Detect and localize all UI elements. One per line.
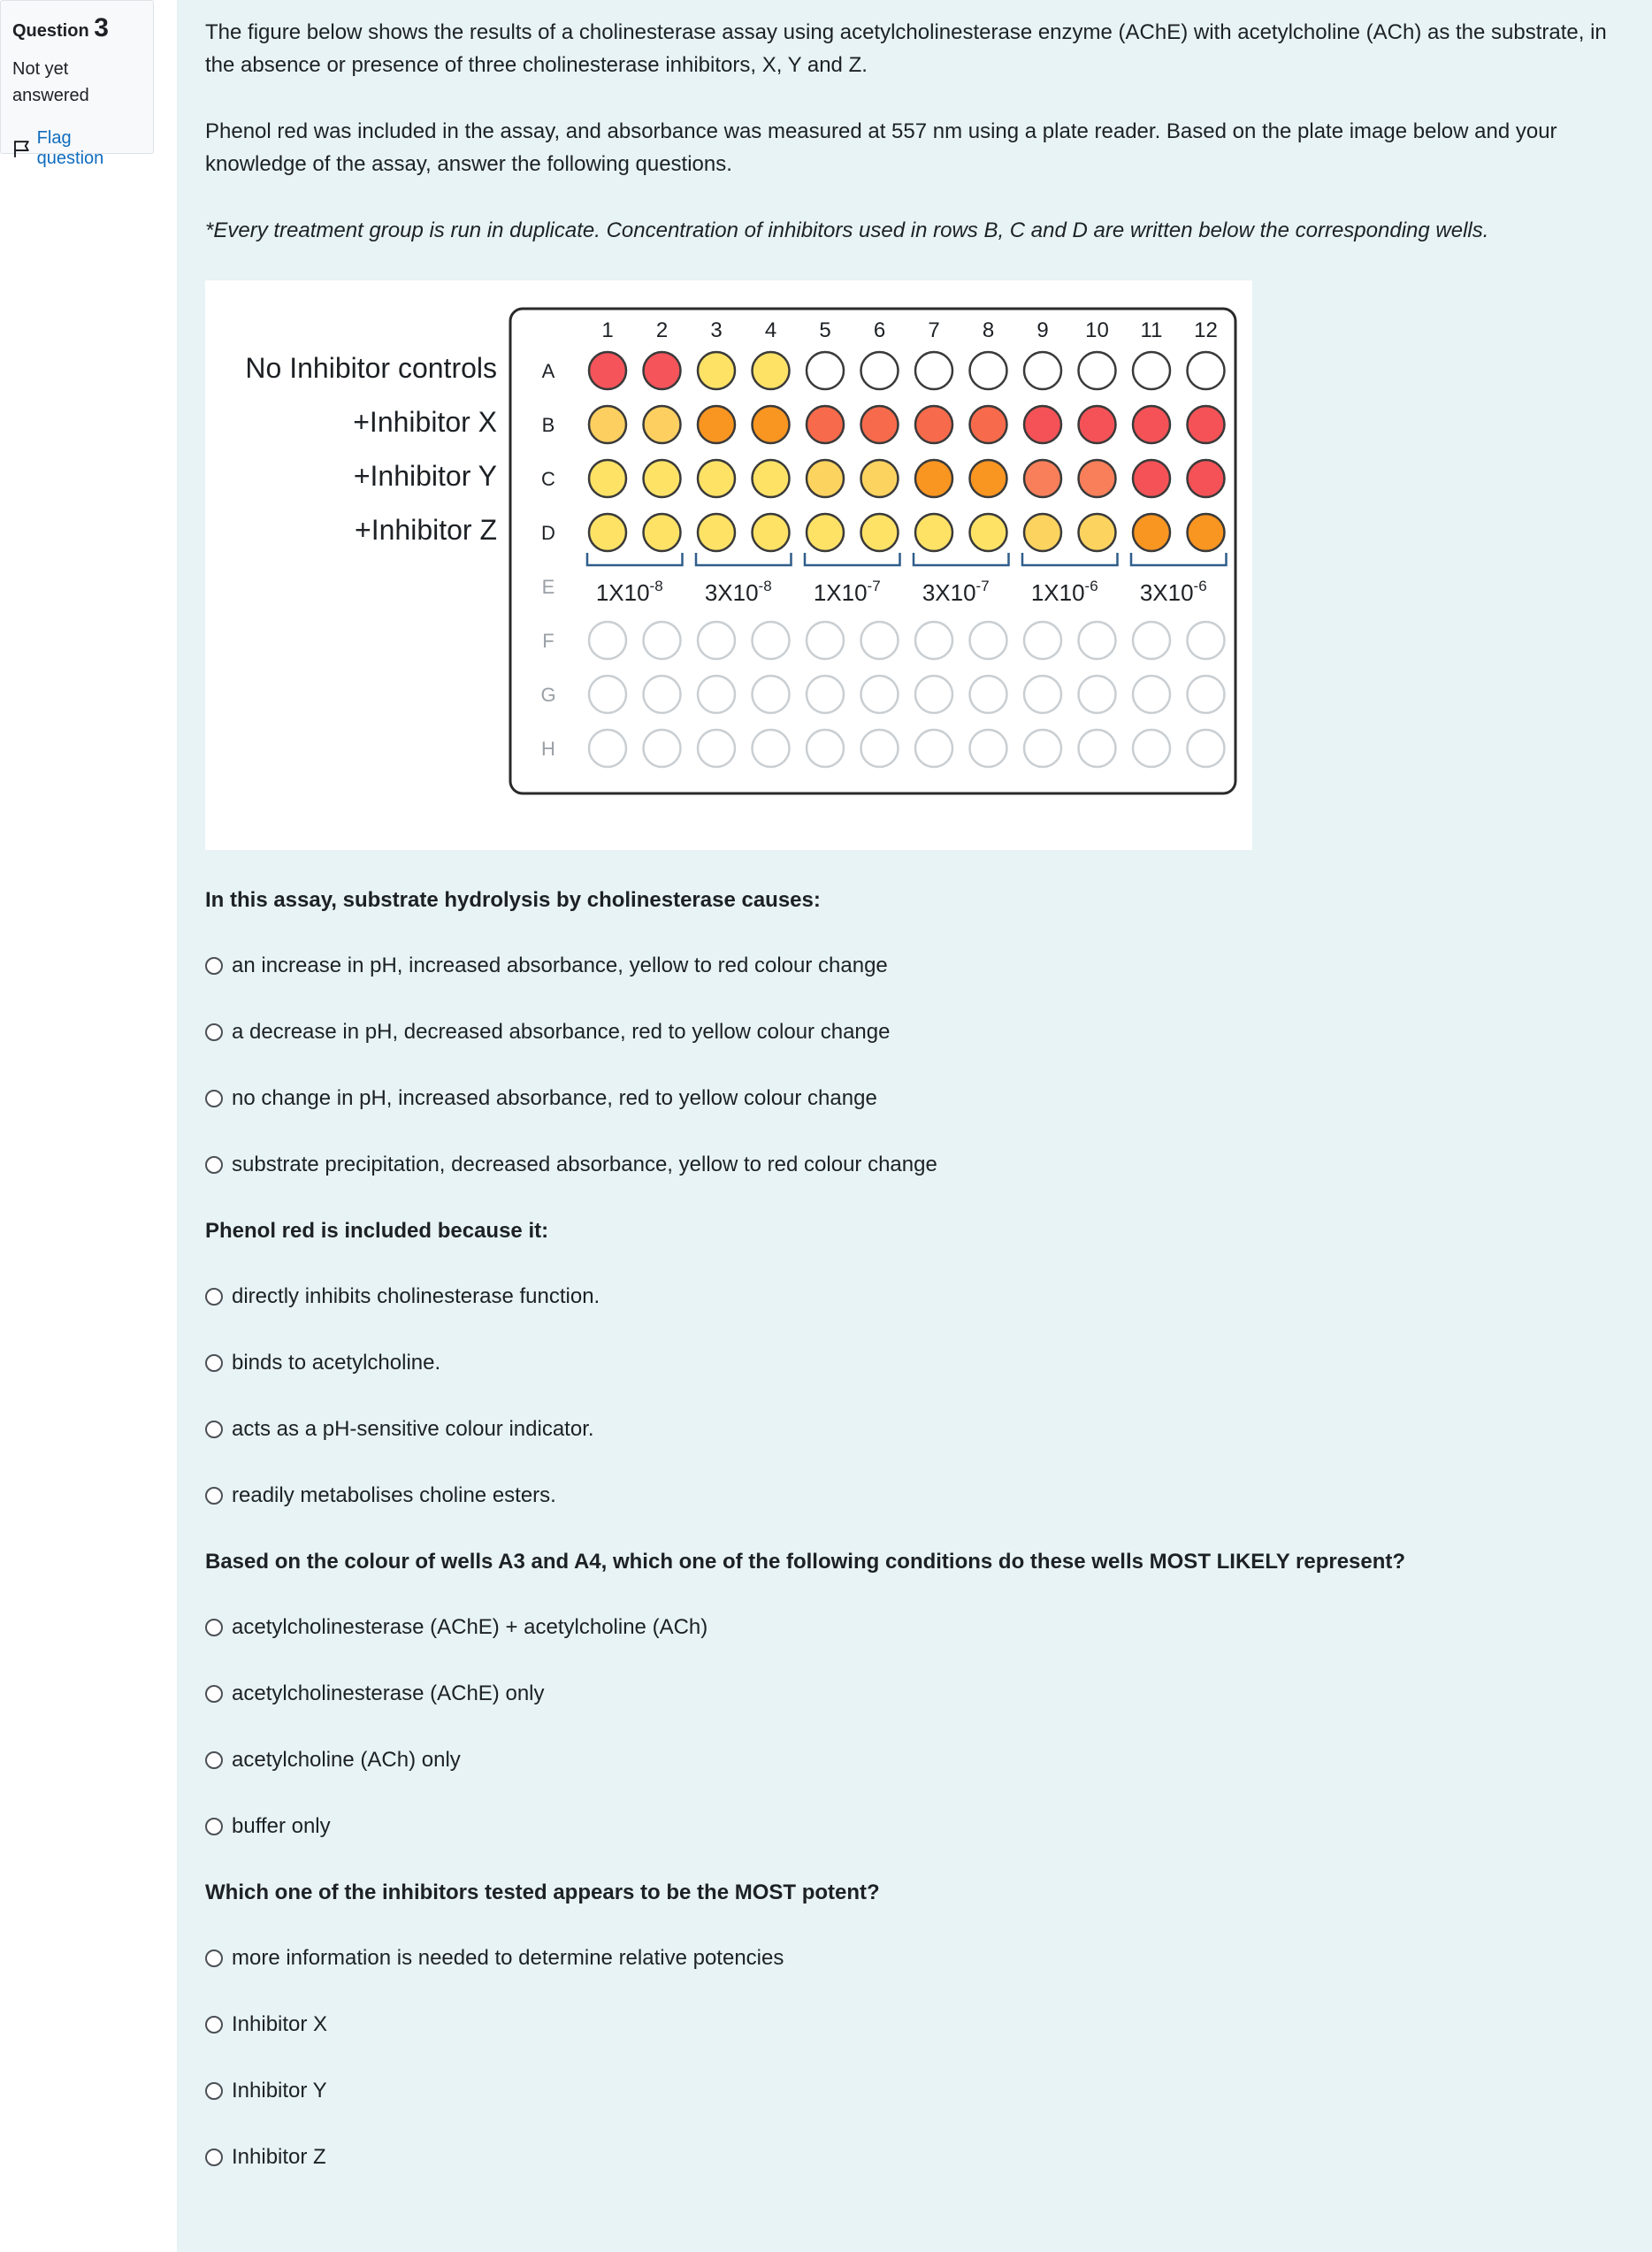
question-list <box>205 885 1624 2172</box>
well <box>1188 460 1225 497</box>
answer-option[interactable] <box>205 1414 1624 1444</box>
column-label: 2 <box>655 318 669 342</box>
answer-options <box>205 1612 1624 1842</box>
empty-well <box>1079 622 1116 659</box>
well <box>915 460 952 497</box>
concentration-base: 1X10 <box>595 579 650 606</box>
question-prompt: Which one of the inhibitors tested appears to be the MOST potent? <box>205 1880 880 1904</box>
radio-button[interactable] <box>205 2149 223 2166</box>
flag-question-label[interactable]: Flag question <box>36 128 104 168</box>
column-label: 9 <box>1036 318 1049 342</box>
well <box>915 406 952 443</box>
empty-well <box>807 676 844 713</box>
empty-well <box>1188 676 1225 713</box>
answer-option-label[interactable]: more information is needed to determine relative potencies <box>232 1946 784 1970</box>
row-name: No Inhibitor controls <box>245 352 497 384</box>
empty-well <box>970 622 1007 659</box>
well <box>861 352 899 389</box>
answer-option-label[interactable]: no change in pH, increased absorbance, red to yellow colour change <box>232 1086 877 1110</box>
answer-option-label[interactable]: Inhibitor X <box>232 2012 328 2036</box>
answer-option[interactable] <box>205 1679 1624 1709</box>
well <box>915 514 952 551</box>
empty-well <box>644 676 681 713</box>
answer-option[interactable] <box>205 951 1624 981</box>
answer-options <box>205 1282 1624 1511</box>
intro-paragraph-1: The figure below shows the results of a cholinesterase assay using acetylcholinesterase enzyme (AChE) with acetylcholine (ACh) as the substrate, in the absence or presence of three cholinesterase inhibitors, X, Y and Z. <box>205 20 1607 77</box>
question-state <box>12 56 141 109</box>
answer-option[interactable] <box>205 2076 1624 2106</box>
well <box>1133 352 1170 389</box>
empty-well <box>753 622 790 659</box>
concentration-exponent: -8 <box>649 578 663 594</box>
well <box>861 406 899 443</box>
answer-option-label[interactable]: binds to acetylcholine. <box>232 1351 441 1375</box>
empty-well <box>698 676 735 713</box>
empty-well <box>698 730 735 767</box>
well <box>1079 460 1116 497</box>
empty-well <box>1133 676 1170 713</box>
intro-paragraph-3: *Every treatment group is run in duplicate. Concentration of inhibitors used in rows B, C and D are written below the corresponding wells. <box>205 218 1489 242</box>
question-prompt: In this assay, substrate hydrolysis by cholinesterase causes: <box>205 888 821 912</box>
empty-well <box>589 622 626 659</box>
well <box>1188 514 1225 551</box>
question-word: Question <box>12 21 89 41</box>
question-block-2 <box>205 1216 1624 1511</box>
empty-well <box>861 730 899 767</box>
column-label: 5 <box>819 318 831 342</box>
answer-option[interactable] <box>205 1282 1624 1312</box>
well <box>807 352 844 389</box>
well <box>698 460 735 497</box>
radio-button[interactable] <box>205 2016 223 2034</box>
column-label: 6 <box>873 318 886 342</box>
row-name: +Inhibitor Y <box>353 460 497 492</box>
row-letter: F <box>542 630 554 652</box>
flag-question-link[interactable] <box>12 128 141 169</box>
well <box>644 514 681 551</box>
answer-option[interactable] <box>205 1612 1624 1643</box>
answer-option[interactable] <box>205 1348 1624 1378</box>
answer-option-label[interactable]: an increase in pH, increased absorbance, yellow to red colour change <box>232 954 888 977</box>
empty-well <box>1024 730 1061 767</box>
empty-well <box>915 730 952 767</box>
question-prompt: Based on the colour of wells A3 and A4, which one of the following conditions do these wells MOST LIKELY represent? <box>205 1550 1406 1574</box>
answer-option[interactable] <box>205 1943 1624 1973</box>
concentration-base: 1X10 <box>1030 579 1085 606</box>
well <box>698 406 735 443</box>
answer-option-label[interactable]: directly inhibits cholinesterase function. <box>232 1284 600 1308</box>
empty-well <box>1079 676 1116 713</box>
row-name: +Inhibitor X <box>353 406 497 438</box>
radio-button[interactable] <box>205 1619 223 1636</box>
row-letter: D <box>541 522 555 544</box>
column-label: 12 <box>1194 318 1218 342</box>
well <box>1079 406 1116 443</box>
plate-image <box>205 280 1252 850</box>
answer-options <box>205 951 1624 1180</box>
well <box>1133 406 1170 443</box>
well <box>1133 460 1170 497</box>
well <box>970 460 1007 497</box>
answer-option-label[interactable]: Inhibitor Z <box>232 2145 326 2169</box>
answer-options <box>205 1943 1624 2172</box>
radio-button[interactable] <box>205 1421 223 1438</box>
answer-option-label[interactable]: acetylcholinesterase (AChE) + acetylcholine (ACh) <box>232 1615 708 1639</box>
question-block-1 <box>205 885 1624 1180</box>
answer-option[interactable] <box>205 1150 1624 1180</box>
question-block-4 <box>205 1878 1624 2172</box>
question-prompt: Phenol red is included because it: <box>205 1219 549 1243</box>
empty-well <box>1024 676 1061 713</box>
column-label: 1 <box>601 318 614 342</box>
answer-option[interactable] <box>205 1812 1624 1842</box>
empty-well <box>753 730 790 767</box>
row-letter: C <box>541 468 555 490</box>
answer-option-label[interactable]: buffer only <box>232 1814 331 1838</box>
answer-option-label[interactable]: a decrease in pH, decreased absorbance, red to yellow colour change <box>232 1020 891 1044</box>
row-letter: H <box>541 738 555 760</box>
radio-button[interactable] <box>205 1090 223 1107</box>
question-number-label <box>12 13 141 43</box>
column-label: 7 <box>928 318 940 342</box>
well <box>861 514 899 551</box>
well <box>1024 514 1061 551</box>
empty-well <box>589 676 626 713</box>
well <box>861 460 899 497</box>
well <box>589 352 626 389</box>
row-letter: E <box>541 576 555 598</box>
well <box>970 406 1007 443</box>
answer-option-label[interactable]: readily metabolises choline esters. <box>232 1483 556 1507</box>
answer-option[interactable] <box>205 2142 1624 2172</box>
well <box>1079 352 1116 389</box>
well <box>1079 514 1116 551</box>
question-info-box <box>0 0 154 168</box>
empty-well <box>1188 622 1225 659</box>
empty-well <box>1079 730 1116 767</box>
well <box>1188 406 1225 443</box>
empty-well <box>861 622 899 659</box>
answer-option-label[interactable]: acetylcholine (ACh) only <box>232 1748 461 1772</box>
well <box>970 352 1007 389</box>
plate-figure <box>205 280 1252 850</box>
answer-option[interactable] <box>205 1745 1624 1775</box>
well <box>753 460 790 497</box>
row-letter: B <box>541 414 555 436</box>
well <box>807 406 844 443</box>
empty-well <box>807 730 844 767</box>
well <box>644 352 681 389</box>
well <box>753 406 790 443</box>
column-label: 11 <box>1140 318 1163 342</box>
empty-well <box>807 622 844 659</box>
empty-well <box>644 622 681 659</box>
question-block-3 <box>205 1547 1624 1842</box>
well <box>589 406 626 443</box>
well <box>1024 460 1061 497</box>
empty-well <box>589 730 626 767</box>
concentration-base: 3X10 <box>922 579 976 606</box>
radio-button[interactable] <box>205 1354 223 1372</box>
question-content <box>177 0 1652 2252</box>
column-label: 3 <box>710 318 723 342</box>
well <box>753 352 790 389</box>
empty-well <box>698 622 735 659</box>
empty-well <box>753 676 790 713</box>
answer-option-label[interactable]: substrate precipitation, decreased absorbance, yellow to red colour change <box>232 1153 937 1176</box>
empty-well <box>1024 622 1061 659</box>
empty-well <box>644 730 681 767</box>
well <box>698 352 735 389</box>
row-name: +Inhibitor Z <box>355 514 497 546</box>
well <box>698 514 735 551</box>
empty-well <box>1133 730 1170 767</box>
empty-well <box>915 676 952 713</box>
well <box>1188 352 1225 389</box>
well <box>589 460 626 497</box>
well <box>807 514 844 551</box>
well <box>970 514 1007 551</box>
answer-option-label[interactable]: acts as a pH-sensitive colour indicator. <box>232 1417 594 1441</box>
question-number: 3 <box>94 13 109 42</box>
column-label: 10 <box>1085 318 1109 342</box>
concentration-exponent: -7 <box>867 578 881 594</box>
empty-well <box>1188 730 1225 767</box>
well <box>753 514 790 551</box>
radio-button[interactable] <box>205 1751 223 1769</box>
well <box>915 352 952 389</box>
well <box>807 460 844 497</box>
radio-button[interactable] <box>205 1288 223 1306</box>
column-label: 8 <box>982 318 995 342</box>
radio-button[interactable] <box>205 1487 223 1505</box>
empty-well <box>970 730 1007 767</box>
well <box>1024 352 1061 389</box>
answer-option[interactable] <box>205 1481 1624 1511</box>
row-letter: A <box>541 360 555 382</box>
answer-option[interactable] <box>205 1017 1624 1047</box>
well <box>1024 406 1061 443</box>
radio-button[interactable] <box>205 2082 223 2100</box>
radio-button[interactable] <box>205 957 223 975</box>
concentration-exponent: -8 <box>758 578 772 594</box>
concentration-base: 3X10 <box>1139 579 1194 606</box>
empty-well <box>915 622 952 659</box>
radio-button[interactable] <box>205 1023 223 1041</box>
concentration-base: 3X10 <box>704 579 759 606</box>
question-state-line2: answered <box>12 86 89 105</box>
well <box>1133 514 1170 551</box>
answer-option[interactable] <box>205 2010 1624 2040</box>
concentration-exponent: -6 <box>1084 578 1098 594</box>
row-letter: G <box>540 684 556 706</box>
empty-well <box>1133 622 1170 659</box>
radio-button[interactable] <box>205 1156 223 1174</box>
column-label: 4 <box>764 318 777 342</box>
answer-option[interactable] <box>205 1084 1624 1114</box>
flag-icon <box>12 139 32 158</box>
well <box>589 514 626 551</box>
concentration-exponent: -6 <box>1193 578 1207 594</box>
well <box>644 460 681 497</box>
radio-button[interactable] <box>205 1949 223 1967</box>
answer-option-label[interactable]: acetylcholinesterase (AChE) only <box>232 1681 545 1705</box>
well <box>644 406 681 443</box>
radio-button[interactable] <box>205 1818 223 1835</box>
empty-well <box>970 676 1007 713</box>
answer-option-label[interactable]: Inhibitor Y <box>232 2079 327 2103</box>
radio-button[interactable] <box>205 1685 223 1703</box>
intro-paragraph-2: Phenol red was included in the assay, and absorbance was measured at 557 nm using a plate reader. Based on the plate image below and your knowledge of the assay, answer the following questions. <box>205 119 1557 176</box>
concentration-exponent: -7 <box>975 578 990 594</box>
concentration-base: 1X10 <box>813 579 868 606</box>
question-state-line1: Not yet <box>12 59 69 79</box>
empty-well <box>861 676 899 713</box>
